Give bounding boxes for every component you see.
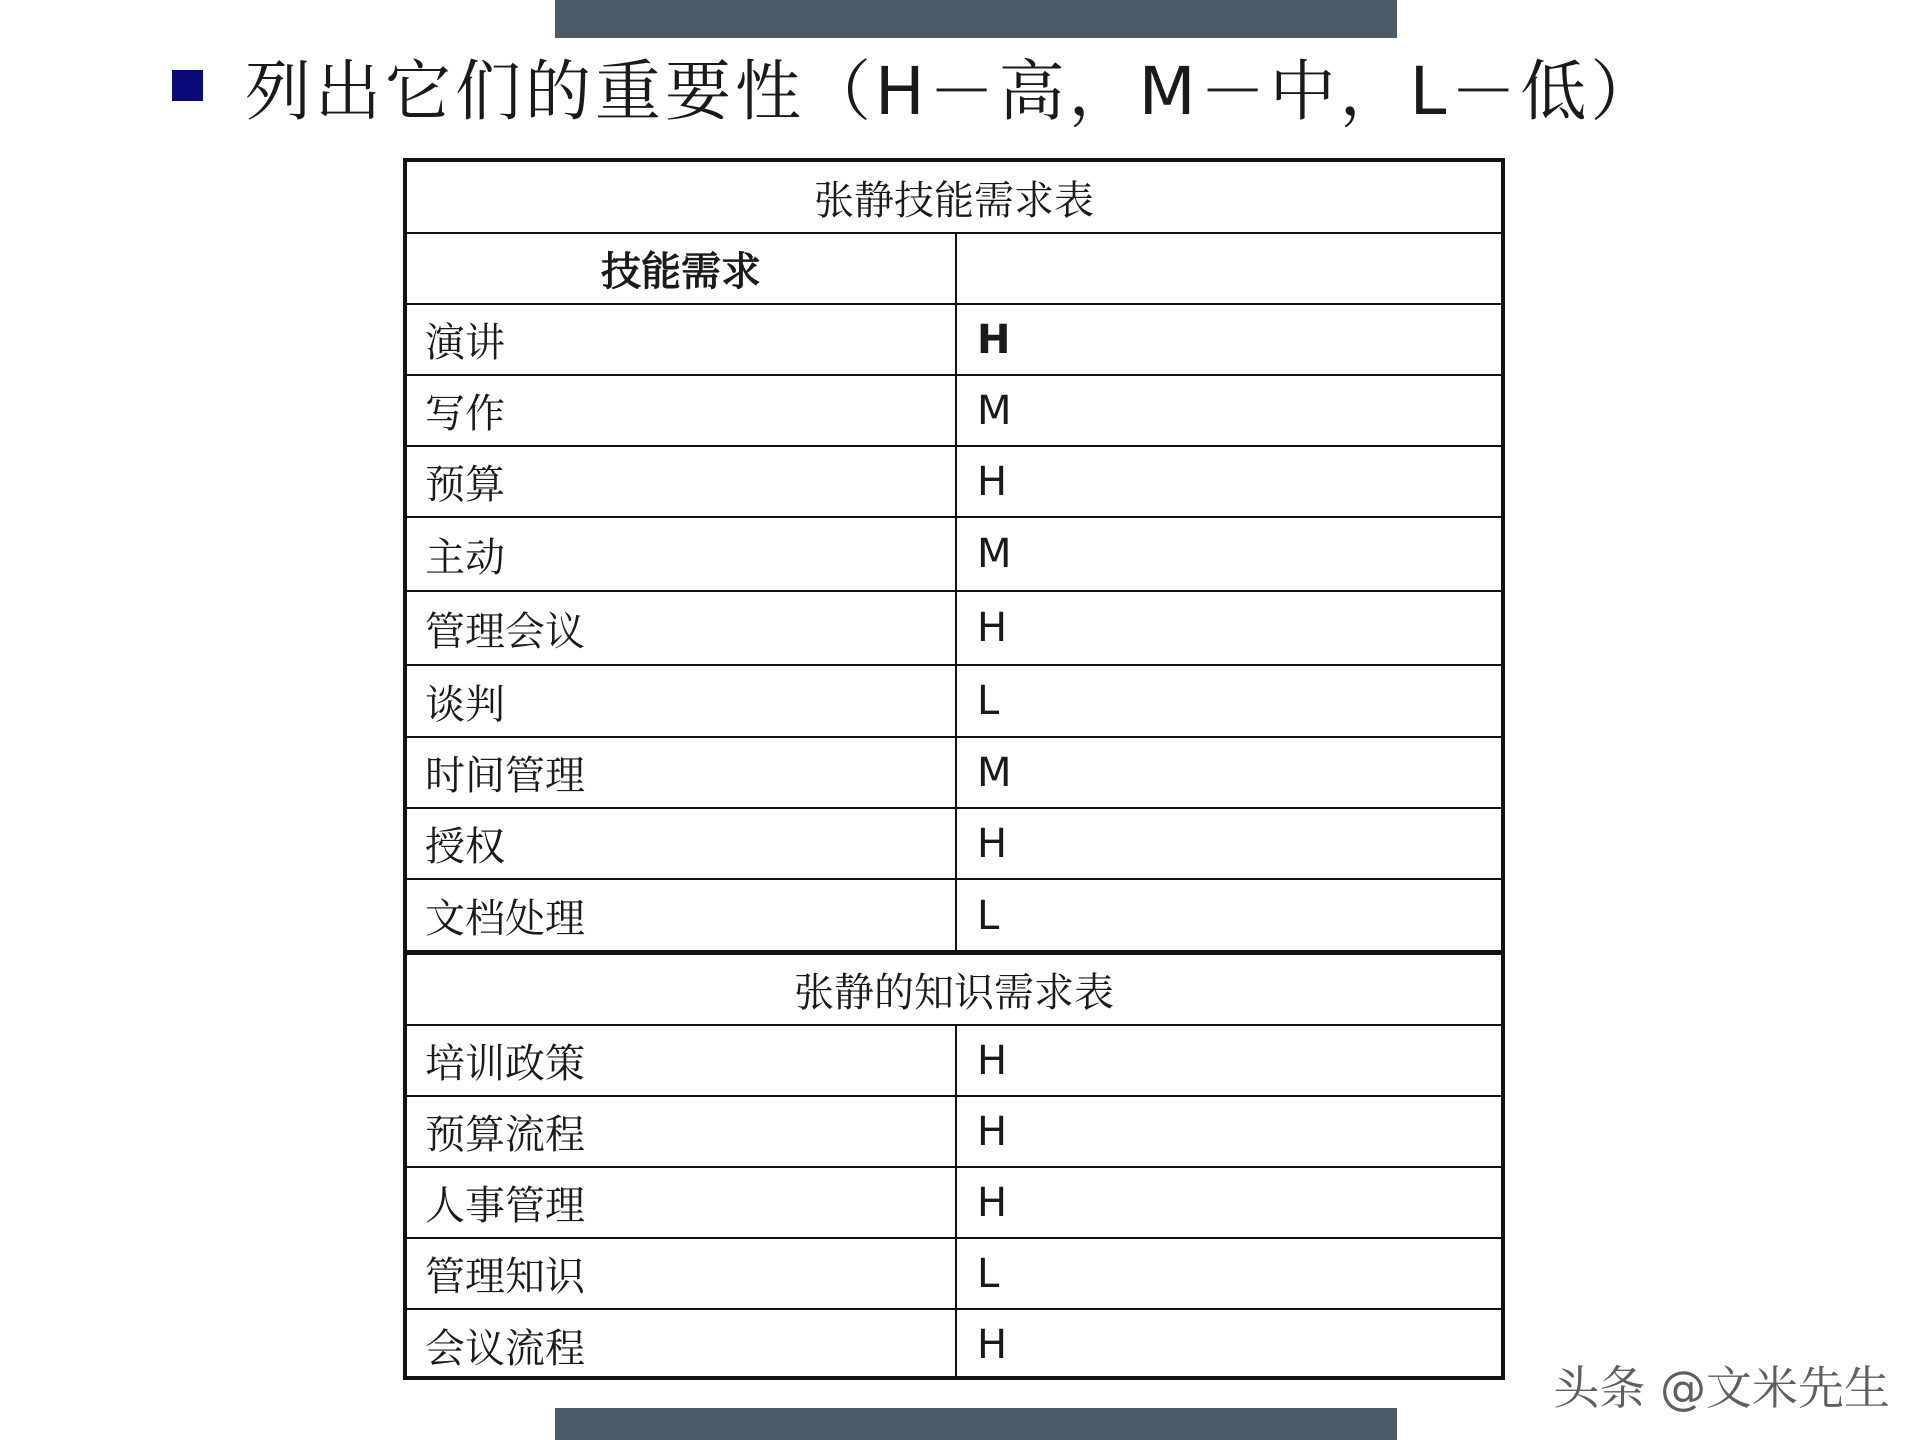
skill-name: 时间管理 xyxy=(407,738,957,807)
slide-heading xyxy=(172,42,1660,128)
bottom-decor-bar xyxy=(555,1408,1397,1440)
skill-table-title: 张静技能需求表 xyxy=(407,162,1501,234)
table-row xyxy=(407,1310,1501,1380)
importance-level: H xyxy=(977,316,1011,363)
skill-name: 文档处理 xyxy=(407,880,957,951)
importance-level: H xyxy=(977,1322,1008,1368)
knowledge-requirements-table xyxy=(403,950,1505,1380)
skill-name: 管理会议 xyxy=(407,592,957,664)
importance-level: L xyxy=(977,678,1000,724)
table-row xyxy=(407,880,1501,951)
importance-level: H xyxy=(977,458,1008,505)
table-row xyxy=(407,376,1501,447)
table-row xyxy=(407,447,1501,518)
table-row xyxy=(407,518,1501,592)
importance-level: L xyxy=(977,1250,1000,1297)
table-row xyxy=(407,1026,1501,1097)
knowledge-table-title: 张静的知识需求表 xyxy=(407,954,1501,1026)
knowledge-name: 会议流程 xyxy=(407,1310,957,1380)
importance-level: H xyxy=(977,1037,1008,1084)
table-row xyxy=(407,592,1501,666)
table-row xyxy=(407,1097,1501,1168)
watermark-text: 头条 @文米先生 xyxy=(1553,1361,1890,1415)
skill-requirements-table xyxy=(403,158,1505,955)
top-decor-bar xyxy=(555,0,1397,38)
importance-level: H xyxy=(977,605,1008,651)
table-row xyxy=(407,666,1501,738)
skill-name: 授权 xyxy=(407,809,957,878)
importance-level: M xyxy=(977,749,1012,796)
table-row xyxy=(407,1168,1501,1239)
skill-header-label: 技能需求 xyxy=(407,234,957,303)
table-row xyxy=(407,1239,1501,1310)
skill-name: 谈判 xyxy=(407,666,957,736)
skill-name: 演讲 xyxy=(407,305,957,374)
level-header-label xyxy=(957,234,1501,303)
knowledge-name: 预算流程 xyxy=(407,1097,957,1166)
importance-level: M xyxy=(977,531,1012,577)
heading-text: 列出它们的重要性（H－高，M－中，L－低） xyxy=(245,52,1661,130)
skill-name: 预算 xyxy=(407,447,957,516)
importance-level: H xyxy=(977,1108,1008,1155)
importance-level: L xyxy=(977,892,1000,939)
importance-level: H xyxy=(977,1179,1008,1226)
knowledge-name: 管理知识 xyxy=(407,1239,957,1308)
knowledge-name: 人事管理 xyxy=(407,1168,957,1237)
skill-name: 写作 xyxy=(407,376,957,445)
importance-level: M xyxy=(977,387,1012,434)
table-row xyxy=(407,738,1501,809)
table-row xyxy=(407,305,1501,376)
table-row xyxy=(407,809,1501,880)
knowledge-name: 培训政策 xyxy=(407,1026,957,1095)
importance-level: H xyxy=(977,820,1008,867)
skill-table-header-row xyxy=(407,234,1501,305)
skill-name: 主动 xyxy=(407,518,957,590)
square-bullet-icon xyxy=(172,70,203,101)
